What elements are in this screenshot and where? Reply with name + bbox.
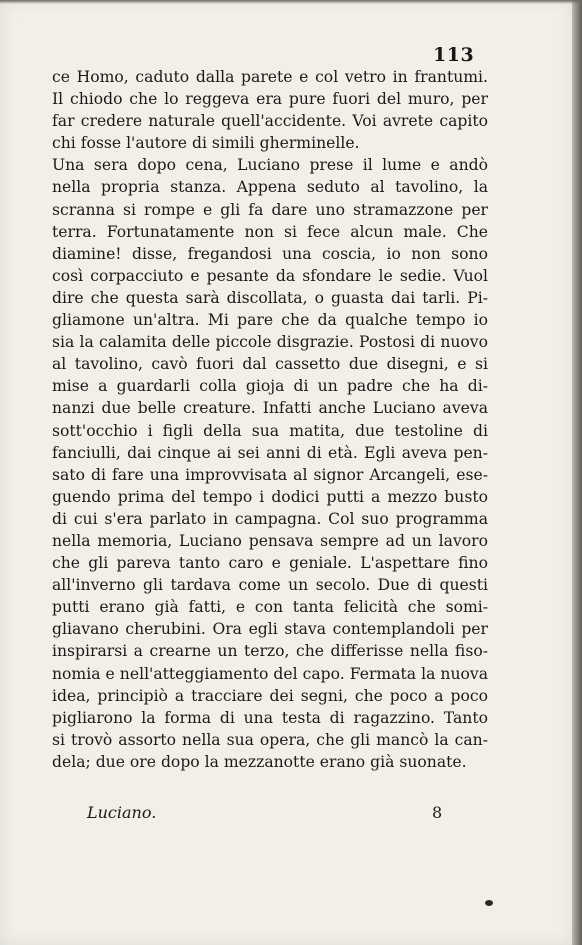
text-line: sato di fare una improvvisata al signor Arcangeli, ese-	[52, 465, 488, 484]
text-line: si trovò assorto nella sua opera, che gli mancò la can-	[52, 730, 488, 749]
page-number: 113	[433, 44, 475, 66]
text-line: terra. Fortunatamente non si fece alcun male. Che	[52, 222, 488, 241]
text-line: Il chiodo che lo reggeva era pure fuori del muro, per	[52, 90, 488, 109]
text-line: putti erano già fatti, e con tanta felicità che somi-	[52, 598, 488, 617]
text-line: gliavano cherubini. Ora egli stava contemplandoli per	[52, 620, 488, 639]
text-line: sia la calamita delle piccole disgrazie. Postosi di nuovo	[52, 333, 488, 352]
text-line: ce Homo, caduto dalla parete e col vetro in frantumi.	[52, 68, 488, 86]
text-line: di cui s'era parlato in campagna. Col suo programma	[52, 509, 488, 528]
signature-number: 8	[432, 803, 443, 822]
text-line: fanciulli, dai cinque ai sei anni di età. Egli aveva pen-	[52, 443, 488, 462]
text-line: nella memoria, Luciano pensava sempre ad un lavoro	[52, 531, 488, 550]
scan-top-edge	[0, 0, 582, 4]
text-line: Una sera dopo cena, Luciano prese il lume e andò	[52, 156, 488, 175]
text-line: far credere naturale quell'accidente. Voi avrete capito	[52, 112, 488, 131]
text-line: dela; due ore dopo la mezzanotte erano già suonate.	[52, 752, 467, 771]
text-line: gliamone un'altra. Mi pare che da qualche tempo io	[52, 311, 488, 330]
text-line: inspirarsi a crearne un terzo, che differisse nella fiso-	[52, 642, 488, 661]
ink-spot	[485, 900, 493, 906]
text-line: dire che questa sarà discollata, o guasta dai tarli. Pi-	[52, 288, 488, 307]
signature-label: Luciano.	[87, 803, 157, 822]
text-line: nanzi due belle creature. Infatti anche Luciano aveva	[52, 399, 488, 418]
text-line: mise a guardarli colla gioja di un padre che ha di-	[52, 377, 488, 396]
page-body-text	[52, 66, 488, 773]
text-line: sott'occhio i figli della sua matita, due testoline di	[52, 421, 488, 440]
text-line: guendo prima del tempo i dodici putti a mezzo busto	[52, 487, 488, 506]
text-line: chi fosse l'autore di simili gherminelle.	[52, 134, 360, 153]
text-line: che gli pareva tanto caro e geniale. L'aspettare fino	[52, 554, 488, 573]
text-line: pigliarono la forma di una testa di ragazzino. Tanto	[52, 708, 488, 727]
text-line: al tavolino, cavò fuori dal cassetto due disegni, e si	[52, 355, 488, 374]
text-line: diamine! disse, fregandosi una coscia, io non sono	[52, 244, 488, 263]
text-line: all'inverno gli tardava come un secolo. Due di questi	[52, 576, 488, 595]
text-line: scranna si rompe e gli fa dare uno stramazzone per	[52, 200, 488, 219]
text-line: così corpacciuto e pesante da sfondare le sedie. Vuol	[52, 266, 488, 285]
text-line: idea, principiò a tracciare dei segni, che poco a poco	[52, 686, 488, 705]
text-line: nomia e nell'atteggiamento del capo. Fermata la nuova	[52, 664, 488, 683]
page-edge-shadow	[572, 0, 582, 945]
text-line: nella propria stanza. Appena seduto al tavolino, la	[52, 178, 488, 197]
